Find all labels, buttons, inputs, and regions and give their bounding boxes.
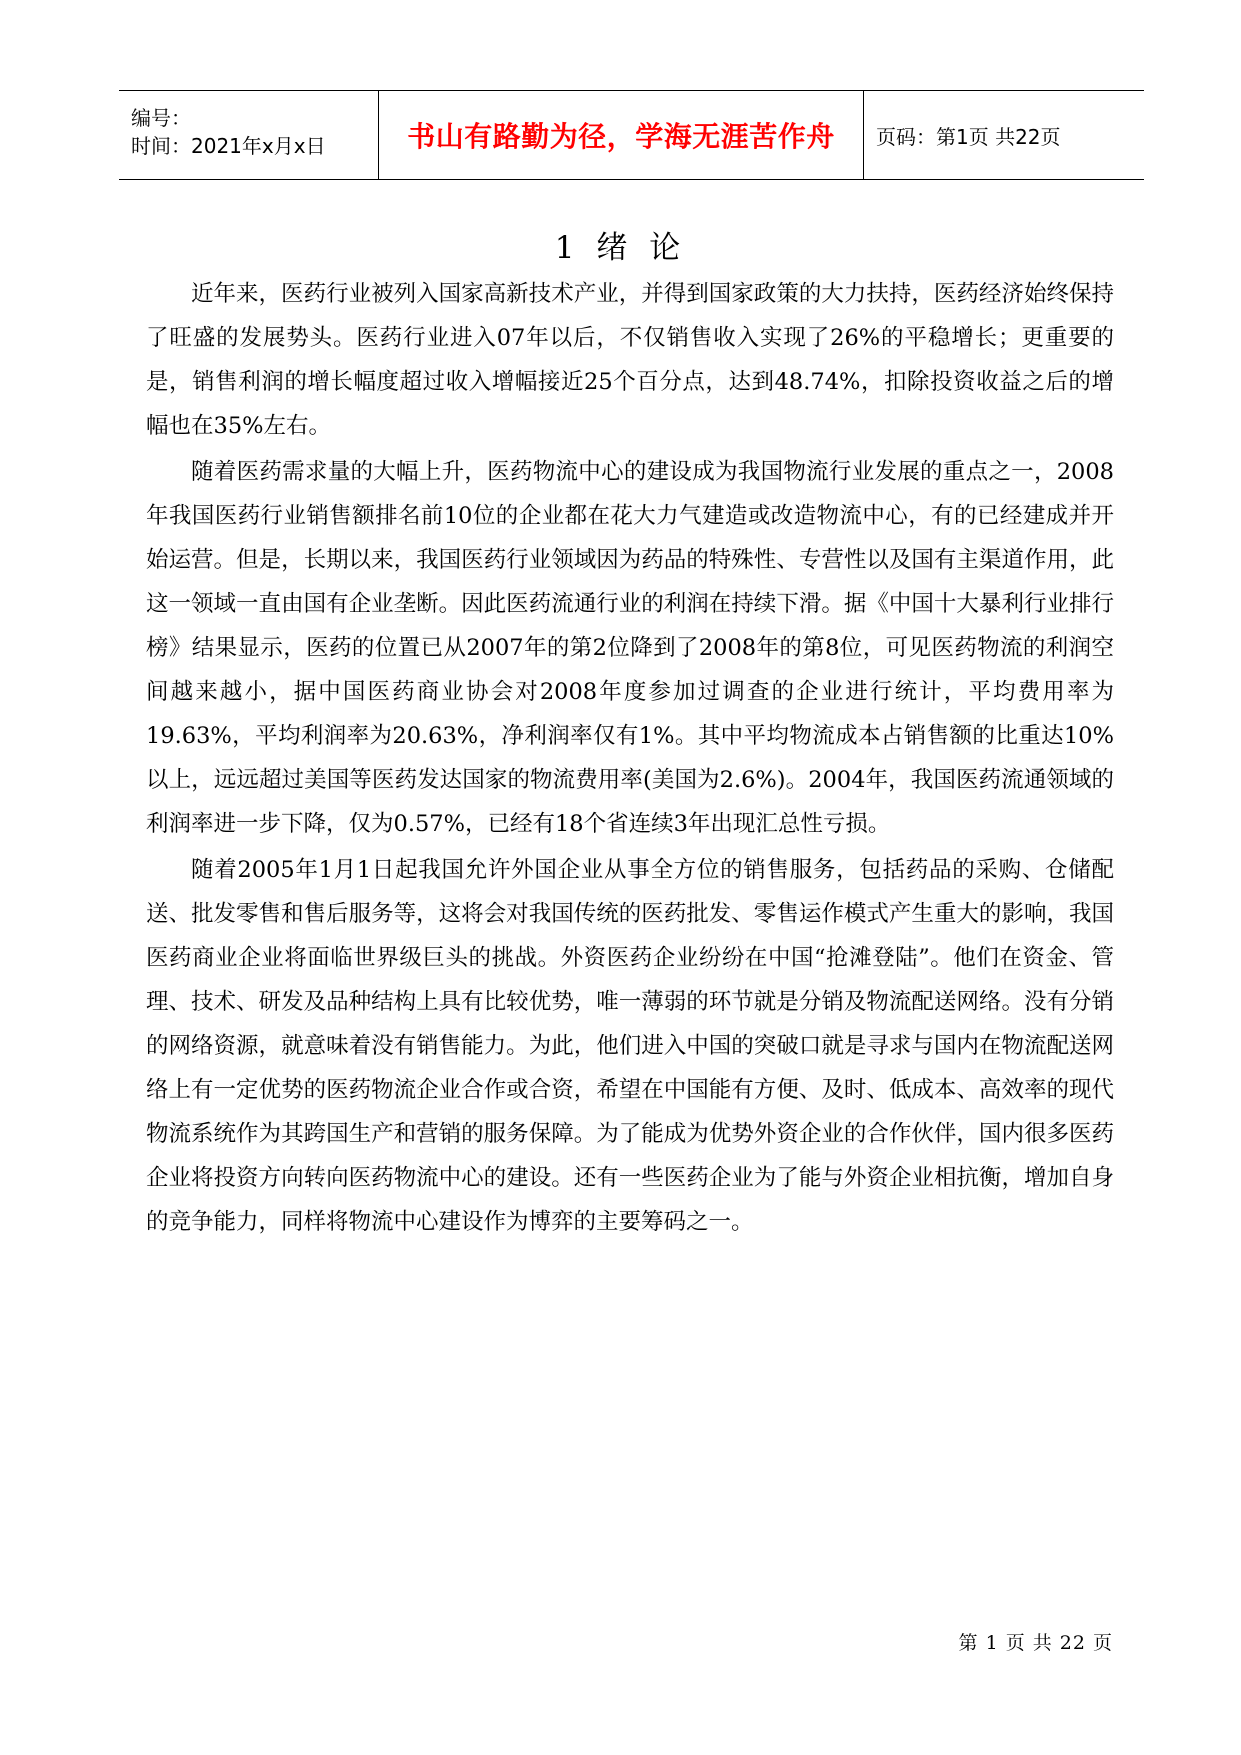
paragraph-3: 随着2005年1月1日起我国允许外国企业从事全方位的销售服务，包括药品的采购、仓储配送、批发零售和售后服务等，这将会对我国传统的医药批发、零售运作模式产生重大的影响，我国医药商业企业将面临世界级巨头的挑战。外资医药企业纷纷在中国“抢滩登陆”。他们在资金、管理、技术、研发及品种结构上具有比较优势，唯一薄弱的环节就是分销及物流配送网络。没有分销的网络资源，就意味着没有销售能力。为此，他们进入中国的突破口就是寻求与国内在物流配送网络上有一定优势的医药物流企业合作或合资，希望在中国能有方便、及时、低成本、高效率的现代物流系统作为其跨国生产和营销的服务保障。为了能成为优势外资企业的合作伙伴，国内很多医药企业将投资方向转向医药物流中心的建设。还有一些医药企业为了能与外资企业相抗衡，增加自身的竞争能力，同样将物流中心建设作为博弈的主要筹码之一。 — [146, 857, 1114, 1235]
header-meta-cell — [119, 91, 379, 179]
header-motto: 书山有路勤为径，学海无涯苦作舟 — [379, 91, 864, 179]
header-table — [119, 90, 1144, 180]
document-number-label: 编号： — [131, 106, 191, 130]
header-page-number: 页码：第1页 共22页 — [876, 124, 1061, 149]
body-text — [146, 272, 1114, 1246]
page-footer: 第 1 页 共 22 页 — [958, 1632, 1113, 1654]
document-time-label: 时间：2021年x月x日 — [131, 134, 326, 158]
section-title: 1 绪 论 — [554, 230, 687, 266]
paragraph-1: 近年来，医药行业被列入国家高新技术产业，并得到国家政策的大力扶持，医药经济始终保持了旺盛的发展势头。医药行业进入07年以后，不仅销售收入实现了26%的平稳增长；更重要的是，销售利润的增长幅度超过收入增幅接近25个百分点，达到48.74%，扣除投资收益之后的增幅也在35%左右。 — [146, 281, 1114, 439]
paragraph-2: 随着医药需求量的大幅上升，医药物流中心的建设成为我国物流行业发展的重点之一，2008年我国医药行业销售额排名前10位的企业都在花大力气建造或改造物流中心，有的已经建成并开始运营。但是，长期以来，我国医药行业领域因为药品的特殊性、专营性以及国有主渠道作用，此这一领域一直由国有企业垄断。因此医药流通行业的利润在持续下滑。据《中国十大暴利行业排行榜》结果显示，医药的位置已从2007年的第2位降到了2008年的第8位，可见医药物流的利润空间越来越小，据中国医药商业协会对2008年度参加过调查的企业进行统计，平均费用率为19.63%，平均利润率为20.63%，净利润率仅有1%。其中平均物流成本占销售额的比重达10%以上，远远超过美国等医药发达国家的物流费用率(美国为2.6%)。2004年，我国医药流通领域的利润率进一步下降，仅为0.57%，已经有18个省连续3年出现汇总性亏损。 — [146, 459, 1114, 837]
